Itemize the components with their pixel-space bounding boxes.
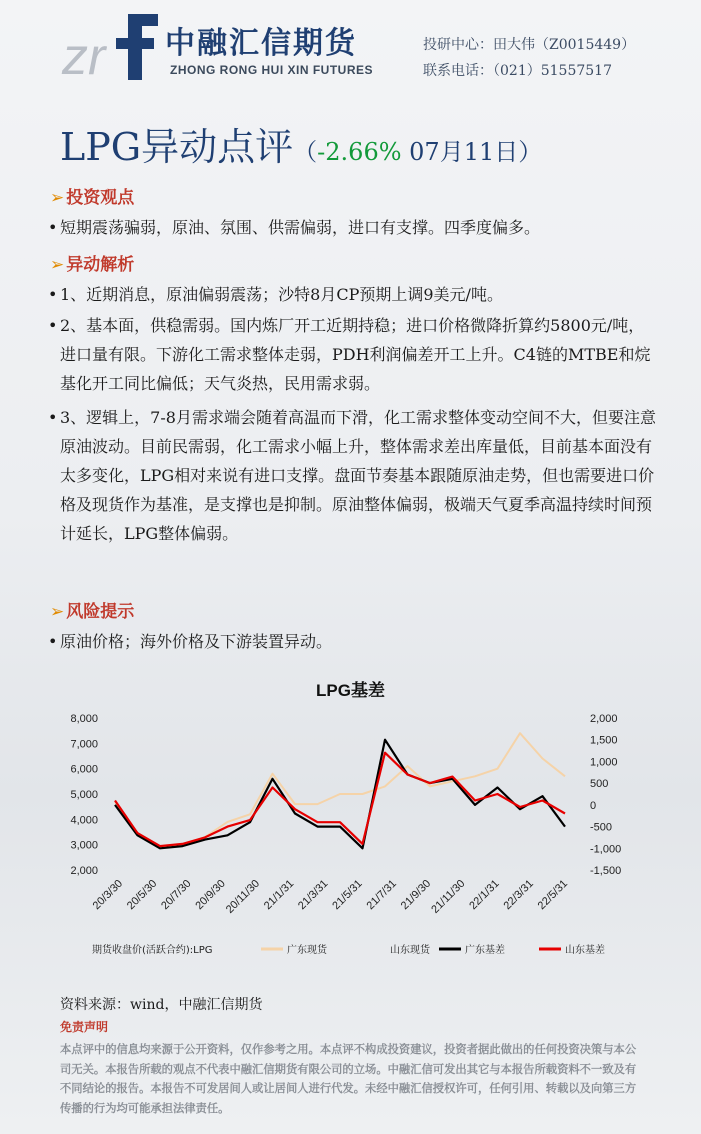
contact-researcher: 投研中心：田大伟（Z0015449） xyxy=(423,37,636,53)
y2-tick-label: 0 xyxy=(590,799,597,812)
disclaimer-title: 免责声明 xyxy=(60,1020,109,1034)
y2-tick-label: 1,000 xyxy=(590,756,618,769)
x-tick-label: 22/1/31 xyxy=(467,877,502,913)
title-date: 07月11日 xyxy=(401,138,519,166)
lpg-basis-chart xyxy=(40,700,660,970)
legend-label: 山东现货 xyxy=(390,945,430,956)
y2-tick-label: -1,500 xyxy=(590,865,622,877)
contact-phone: 联系电话：（021）51557517 xyxy=(423,63,612,79)
title-paren-close: ） xyxy=(518,138,543,166)
view-bullet: • 短期震荡骗弱，原油、氛围、供需偏弱，进口有支撑。四季度偏多。 xyxy=(48,213,658,242)
bullet-icon: • xyxy=(48,285,58,304)
y2-tick-label: 500 xyxy=(590,778,609,791)
chart-title: LPG基差 xyxy=(316,681,385,700)
y-tick-label: 8,000 xyxy=(70,713,98,725)
title-main: LPG异动点评 xyxy=(60,125,294,169)
bullet-icon: • xyxy=(48,218,58,237)
y-tick-label: 4,000 xyxy=(70,814,98,827)
x-tick-label: 21/1/31 xyxy=(261,877,297,913)
x-tick-label: 21/11/30 xyxy=(429,877,468,916)
legend-label: 期货收盘价(活跃合约):LPG xyxy=(92,945,213,956)
arrow-icon: ➢ xyxy=(50,188,65,208)
bullet-icon: • xyxy=(48,316,58,335)
x-tick-label: 22/3/31 xyxy=(501,877,536,913)
series-line xyxy=(115,753,565,846)
company-logo xyxy=(60,12,160,82)
arrow-icon: ➢ xyxy=(50,255,65,275)
series-line xyxy=(115,733,565,847)
bullet-icon: • xyxy=(48,632,58,651)
y-tick-label: 7,000 xyxy=(70,738,98,751)
legend-label: 山东基差 xyxy=(565,945,605,956)
y-tick-label: 3,000 xyxy=(70,839,98,852)
x-tick-label: 21/5/31 xyxy=(330,877,365,913)
section-view-heading: ➢ 投资观点 xyxy=(50,188,135,208)
x-tick-label: 20/5/30 xyxy=(124,877,160,913)
legend-label: 广东现货 xyxy=(287,945,327,956)
y2-tick-label: 2,000 xyxy=(590,713,618,725)
y-tick-label: 2,000 xyxy=(70,865,98,877)
title-change-pct: -2.66% xyxy=(317,138,402,166)
data-source: 资料来源：wind，中融汇信期货 xyxy=(60,997,263,1013)
company-name-en: ZHONG RONG HUI XIN FUTURES xyxy=(170,63,374,77)
x-tick-label: 21/7/31 xyxy=(364,877,399,913)
y2-tick-label: -500 xyxy=(590,821,613,834)
analysis-bullet-1: • 1、近期消息，原油偏弱震荡；沙特8月CP预期上调9美元/吨。 xyxy=(48,280,658,309)
x-tick-label: 22/5/31 xyxy=(535,877,571,913)
x-tick-label: 20/11/30 xyxy=(223,877,263,916)
risk-bullet: • 原油价格；海外价格及下游装置异动。 xyxy=(48,627,658,656)
y2-tick-label: 1,500 xyxy=(590,734,618,747)
company-name-cn: 中融汇信期货 xyxy=(165,26,357,61)
x-tick-label: 21/3/31 xyxy=(296,877,331,913)
x-tick-label: 20/3/30 xyxy=(90,877,126,913)
legend-label: 广东基差 xyxy=(465,945,505,956)
report-title xyxy=(60,116,542,171)
section-risk-heading: ➢ 风险提示 xyxy=(50,602,135,622)
analysis-bullet-2: • 2、基本面，供稳需弱。国内炼厂开工近期持稳；进口价格微降折算约5800元/吨，进口量有限。下游化工需求整体走弱，PDH利润偏差开工上升。C4链的MTBE和烷基化开工同比偏低；天气炎热，民用需求弱。 xyxy=(48,311,658,398)
y2-tick-label: -1,000 xyxy=(590,843,622,856)
arrow-icon: ➢ xyxy=(50,602,65,622)
y-tick-label: 6,000 xyxy=(70,763,98,776)
bullet-icon: • xyxy=(48,408,58,427)
x-tick-label: 21/9/30 xyxy=(398,877,434,913)
x-tick-label: 20/9/30 xyxy=(193,877,228,913)
title-paren-open: （ xyxy=(293,138,318,166)
analysis-bullet-3: • 3、逻辑上，7-8月需求端会随着高温而下滑，化工需求整体变动空间不大，但要注意原油波动。目前民需弱，化工需求小幅上升，整体需求差出库量低，目前基本面没有太多变化，LPG相对来说有进口支撑。盘面节奏基本跟随原油走势，但也需要进口价格及现货作为基准，是支撑也是抑制。原油整体偏弱，极端天气夏季高温持续时间预计延长，LPG整体偏弱。 xyxy=(48,403,658,548)
x-tick-label: 20/7/30 xyxy=(159,877,194,913)
y-tick-label: 5,000 xyxy=(70,789,98,801)
section-analysis-heading: ➢ 异动解析 xyxy=(50,255,135,275)
svg-text:zr: zr xyxy=(62,28,106,82)
disclaimer-text: 本点评中的信息均来源于公开资料，仅作参考之用。本点评不构成投资建议，投资者据此做出的任何投资决策与本公司无关。本报告所载的观点不代表中融汇信期货有限公司的立场。中融汇信可发出其它与本报告所载资料不一致及有不同结论的报告。本报告不可发居间人或让居间人进行代发。未经中融汇信授权许可，任何引用、转载以及向第三方传播的行为均可能承担法律责任。 xyxy=(60,1043,637,1115)
